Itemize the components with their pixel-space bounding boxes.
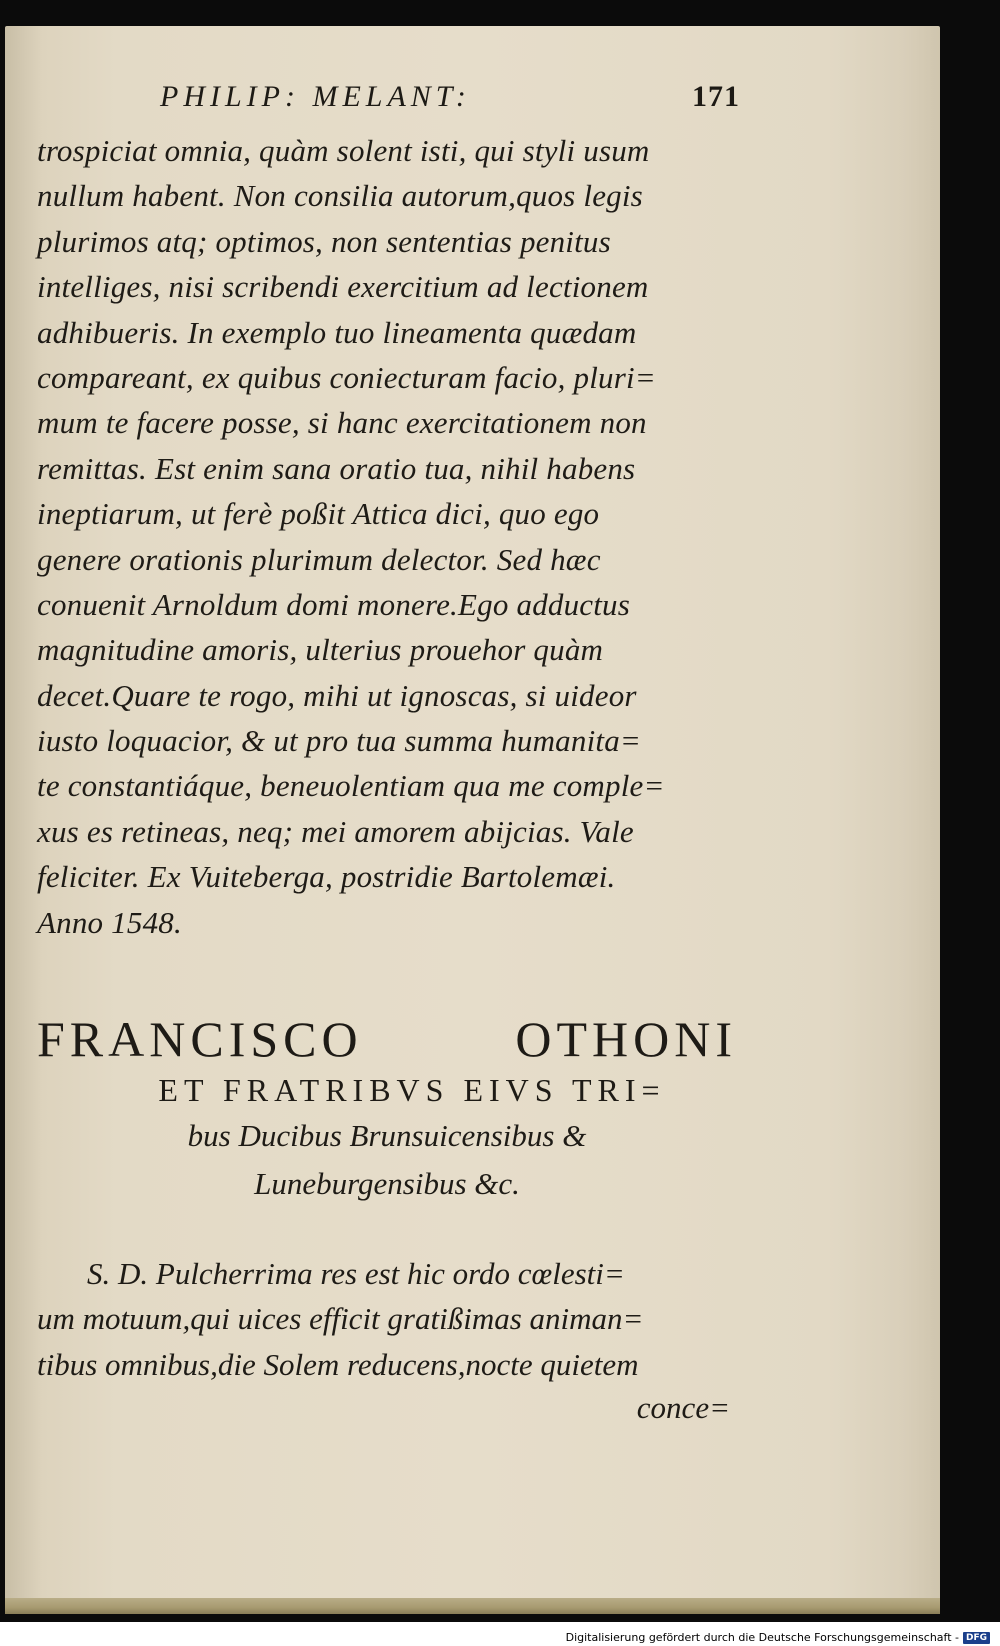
text-line: genere orationis plurimum delector. Sed hæc [37,541,601,577]
page-edge [5,1598,940,1614]
text-line: decet.Quare te rogo, mihi ut ignoscas, si uideor [37,677,637,713]
heading-line: FRANCISCO OTHONI [37,1011,737,1067]
text-line: compareant, ex quibus coniecturam facio, pluri= [37,359,656,395]
text-line: um motuum,qui uices efficit gratißimas animan= [37,1301,644,1337]
text-line: remittas. Est enim sana oratio tua, nihil habens [37,450,636,486]
text-line: Anno 1548. [37,904,182,940]
credit-text: Digitalisierung gefördert durch die Deutsche Forschungsgemeinschaft - [565,1631,959,1644]
text-line: mum te facere posse, si hanc exercitationem non [37,405,647,441]
text-line: magnitudine amoris, ulterius prouehor quàm [37,632,604,668]
text-line: adhibueris. In exemplo tuo lineamenta quædam [37,314,637,350]
digitization-credit [566,1631,990,1644]
text-line: feliciter. Ex Vuiteberga, postridie Bartolemæi. [37,859,616,895]
text-line: intelliges, nisi scribendi exercitium ad lectionem [37,269,649,305]
text-line: tibus omnibus,die Solem reducens,nocte quietem [37,1346,639,1382]
text-line: nullum habent. Non consilia autorum,quos legis [37,178,643,214]
text-line: te constantiáque, beneuolentiam qua me comple= [37,768,665,804]
text-line: trospiciat omnia, quàm solent isti, qui styli usum [37,133,650,168]
catchword: conce= [636,1390,730,1425]
text-line: ineptiarum, ut ferè poßit Attica dici, quo ego [37,496,600,532]
heading-line: Luneburgensibus &c. [254,1166,520,1201]
letter-text [37,1251,737,1387]
running-head [160,80,740,120]
text-line: plurimos atq; optimos, non sententias penitus [37,223,611,259]
page-number: 171 [692,80,740,113]
body-text [37,128,737,945]
heading-line: bus Ducibus Brunsuicensibus & [187,1118,587,1153]
text-line: iusto loquacior, & ut pro tua summa humanita= [37,723,642,759]
text-line: conuenit Arnoldum domi monere.Ego adductus [37,586,631,622]
text-line: xus es retineas, neq; mei amorem abijcias. Vale [37,813,634,849]
letter-heading [37,1010,737,1208]
dfg-logo: DFG [963,1632,990,1644]
heading-line: ET FRATRIBVS EIVS TRI= [158,1072,666,1108]
running-head-title: PHILIP: MELANT: [160,80,471,113]
text-line: S. D. Pulcherrima res est hic ordo cœlesti= [87,1256,625,1291]
